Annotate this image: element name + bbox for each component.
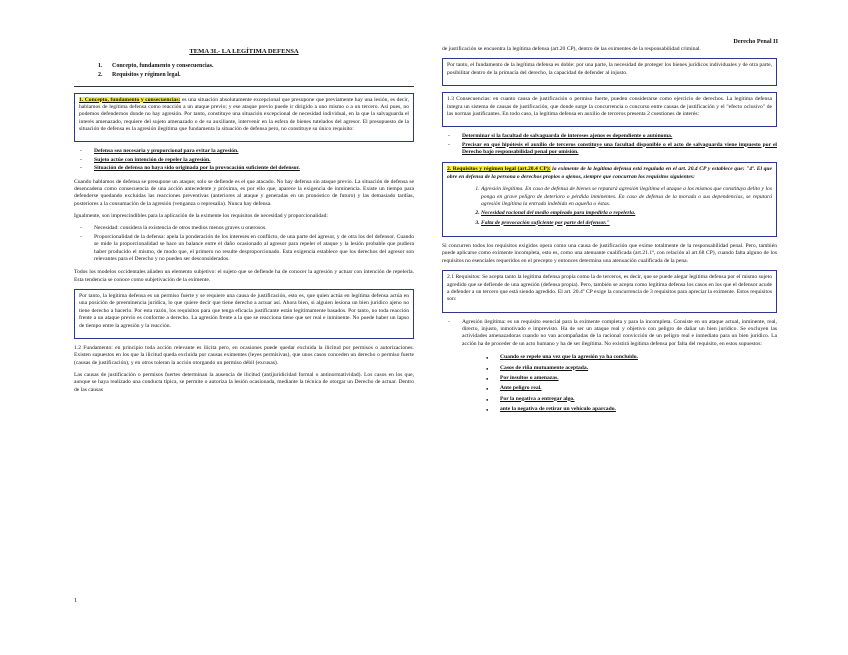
toc-item: 1. Concepto, fundamento y consecuencias. (104, 63, 414, 71)
list-item: 2. Necesidad racional del medio empleado para impedirla o repelerla. (481, 210, 772, 217)
regime-heading: 2. Requisitos y régimen legal (art.20.4 CP): (447, 166, 551, 173)
list-item: - Precisar en qué hipótesis el auxilio de terceros constituye una facultad disponible o el acto de salvaguarda viene impuesto por el Derecho bajo responsabilidad penal por omisión. (448, 142, 777, 157)
permission-text: Por tanto, la legítima defensa es un permiso fuerte y se requiere una causa de justificación, esto es, que quien actúa en legítima defensa actúa en una posición de preeminencia jurídica, lo que quiere decir que tiene derecho a actuar así. Ahora bien, si alguien lesiona un bien jurídico ajeno no tiene derecho a hacerlo. Por esta razón, los requisitos para que tenga eficacia justificante están legítimamente basados. Por tanto, no toda reacción frente a un ataque previo es conforme a derecho. La agresión frente a la que se reacciona tiene que ser real e inminente. No puede haber un lapso de tiempo entre la agresión y la reacción. (79, 293, 409, 329)
divider (74, 86, 414, 87)
list-item: 3. Falta de provocación suficiente por parte del defensor." (481, 220, 772, 227)
paragraph: Igualmente, son imprescindibles para la aplicación de la eximente los requisitos de necesidad y proporcionalidad: (74, 213, 328, 220)
concept-box (74, 93, 414, 143)
list-item: ● Ante peligro real. (500, 385, 777, 392)
requisites-text: 2.1 Requisitos: Se acepta tanto la legítima defensa propia como la de terceros, es decir, que se puede alegar legítima defensa por el mismo sujeto agredido que se defiende de una agresión (defensa propia). Pero, también se acepta como legítima defensa los casos en los que el defensor acude a defender a un tercero que está siendo agredido. El art. 20.4º CP exige la concurrencia de 3 requisitos para apreciar la eximente. Estos requisitos son: (447, 274, 772, 303)
list-item: - Defensa sea necesaria y proporcional para evitar la agresión. (80, 148, 414, 155)
toc-item: 2. Requisitos y régimen legal. (104, 72, 414, 80)
requisites-box (442, 270, 777, 313)
list-item: 1. Agresión ilegítima. En caso de defensa de bienes se reputará agresión ilegítima el ataque a los mismos que constituya delito y los ponga en grave peligro de deterioro o pérdida inminentes. En caso de defensa de la morada o sus dependencias, se reputará agresión ilegítima la entrada indebida en aquella o éstas. (481, 186, 772, 208)
running-header: Derecho Penal II (733, 38, 778, 45)
list-item: - Necesidad: considera la existencia de otros medios menos graves u onerosos. (80, 225, 414, 232)
document-title: TEMA 3I.- LA LEGÍTIMA DEFENSA (189, 48, 299, 55)
consequences-box (442, 92, 777, 127)
paragraph: Todos los modelos occidentales añaden un elemento subjetivo: el sujeto que se defiende ha de conocer la agresión y actuar con intención de repelerla. Esta tendencia se conoce como subjetivación de la eximente. (74, 269, 414, 283)
necessity-list (74, 225, 414, 263)
list-item: ● Cuando se repele una vez que la agresión ya ha concluido. (500, 354, 777, 361)
cases-list (442, 354, 777, 413)
list-item: - Proporcionalidad de la defensa: apela la ponderación de los intereses en conflicto, de una parte del agresor, y de otra los del defensor. Cuando se mide la proporcionalidad se hace un balance entre el daño ocasionado al agresor para repeler el ataque y la lesión probable que pudiera haber producido el mismo, de modo que, el primero no resulte desproporcionado. Esta exigencia establece que los derechos del agresor son relevantes para el Derecho y no pueden ser desconsiderados. (80, 234, 414, 264)
paragraph: Si concurren todos los requisitos exigidos opera como una causa de justificación que exime totalmente de la responsabilidad penal. Pero, también puede aplicarse como eximente incompleta, esto es, como una atenuante cualificada (art.21.1ª, con relación al art.68 CP), cuando falta alguno de los requisitos no esenciales requeridos en el precepto y entonces determina una atenuación cualificada de la pena. (442, 243, 777, 264)
list-item: - Determinar si la facultad de salvaguarda de intereses ajenos es dependiente o autónoma. (448, 133, 777, 140)
interest-list (442, 133, 777, 156)
left-column (74, 40, 414, 399)
concept-text: es una situación absolutamente excepcional que presupone que previamente hay una lesión, es decir, hablamos de legítima defensa como reacción a un ataque previo; y ese ataque previo puede ir dirigido a uno mismo o a un tercero. Así pues, no podemos defendernos donde no hay agresión. Por tanto, constituye una situación excepcional de necesidad individual, en la que la salvaguarda el interés amenazado, requiere del sujeto amenazado o de su auxiliante, intervenir en la esfera de bienes tutelados del agresor. El presupuesto de la situación de defensa es la agresión ilegítima que fundamenta la situación de defensa pero, no constituye su único requisito: (79, 96, 409, 133)
paragraph: Cuando hablamos de defensa se presupone un ataque; solo se defiende es el que atacado. No hay defensa sin ataque previo. La situación de defensa se desencadena como consecuencia de una acción antecedente y próxima, es por ello que, aparece la exigencia de inminencia. Existe un tiempo para defenderse quedando excluidas las reacciones preventivas (anteriores al ataque y generadas en un pronóstico de futuro) y las demasiado tardías, posteriores a la consumación de la agresión (venganza o represalia). Nunca hay defensa. (74, 178, 414, 207)
list-item: ● Casos de riña mutuamente aceptada. (500, 365, 777, 372)
paragraph: de justificación se encuentra la legítima defensa (art.20 CP), dentro de las eximentes de la responsabilidad criminal. (442, 46, 701, 52)
legal-requirements (447, 186, 772, 227)
paragraph: Las causas de justificación o permisos fuertes determinan la ausencia de ilicitud (antijuridicidad formal o antinormatividad). Los casos en los que, aunque se haya realizado una conducta típica, se permite o autoriza la lesión ocasionada, mediante la técnica de otorgar un Derecho de actuar. Dentro de las causas (74, 372, 414, 393)
requirements-list (74, 148, 414, 172)
permission-box (74, 289, 414, 339)
list-item: ● Por insultos o amenazas. (500, 375, 777, 382)
list-item: - Sujeto actúe con intención de repeler la agresión. (80, 157, 414, 164)
concept-heading: 1. Concepto, fundamento y consecuencias: (79, 96, 181, 103)
foundation-text: Por tanto, el fundamento de la legítima defensa es doble: por una parte, la necesidad de proteger los bienes jurídicos individuales y de otra parte, posibilitar dentro de la primacía del derecho, la capacidad de defender al injusto. (447, 62, 772, 76)
table-of-contents (74, 63, 414, 80)
right-column (442, 46, 777, 417)
page-number: 1 (74, 598, 77, 604)
paragraph: 1.2 Fundamento: en principio toda acción relevante es ilícita pero, en ocasiones puede quedar excluida la ilicitud por permisos o autorizaciones. Existen supuestos en los que la ilicitud queda excluida por causas eximentes (leyes permisivas), que unos casos conceden un derecho o permiso fuerte (causas de justificación), y en otros toleran la acción otorgando un permiso débil (excusas). (74, 344, 414, 366)
list-item: - Situación de defensa no haya sido originada por la provocación suficiente del defensor. (80, 165, 414, 172)
list-item: ● Por la negativa a entregar algo. (500, 396, 777, 403)
list-item: ● ante la negativa de retirar un vehículo aparcado. (500, 406, 777, 413)
list-item: - Agresión ilegítima: es un requisito esencial para la eximente completa y para la incompleta. Consiste en un ataque actual, inminente, real, directo, injusto, inmotivado e imprevisto. Ha de ser un ataque real y objetivo con peligro de dañar un bien jurídico. Se excluyen las actividades amenazadoras cuando no van acompañadas de la racional convicción de un peligro real e inmediato para un bien jurídico. La acción ha de proceder de un acto humano y ha de ser ilegítima. No existirá legítima defensa por falta del requisito, en estos supuestos: (448, 319, 777, 349)
foundation-box (442, 58, 777, 86)
aggression-list (442, 319, 777, 349)
regime-text: la eximente de la legítima defensa está regulada en el art. 20.4 CP y establece que: "4º. El que obre en defensa de la persona o derechos propios o ajenos, siempre que concurran los requisitos siguientes: (447, 166, 772, 180)
regime-box (442, 162, 777, 237)
consequences-text: 1.3 Consecuencias: en cuanto causa de justificación o permiso fuerte, pueden considerarse como ejercicio de derechos. La legítima defensa integra un sistema de causas de justificación, que donde surge la concurrencia o concurso entre causas de justificación y el "efecto oclusivo" de las normas justificantes. En todo caso, la legítima defensa en auxilio de terceros presenta 2 cuestiones de interés: (447, 96, 772, 117)
